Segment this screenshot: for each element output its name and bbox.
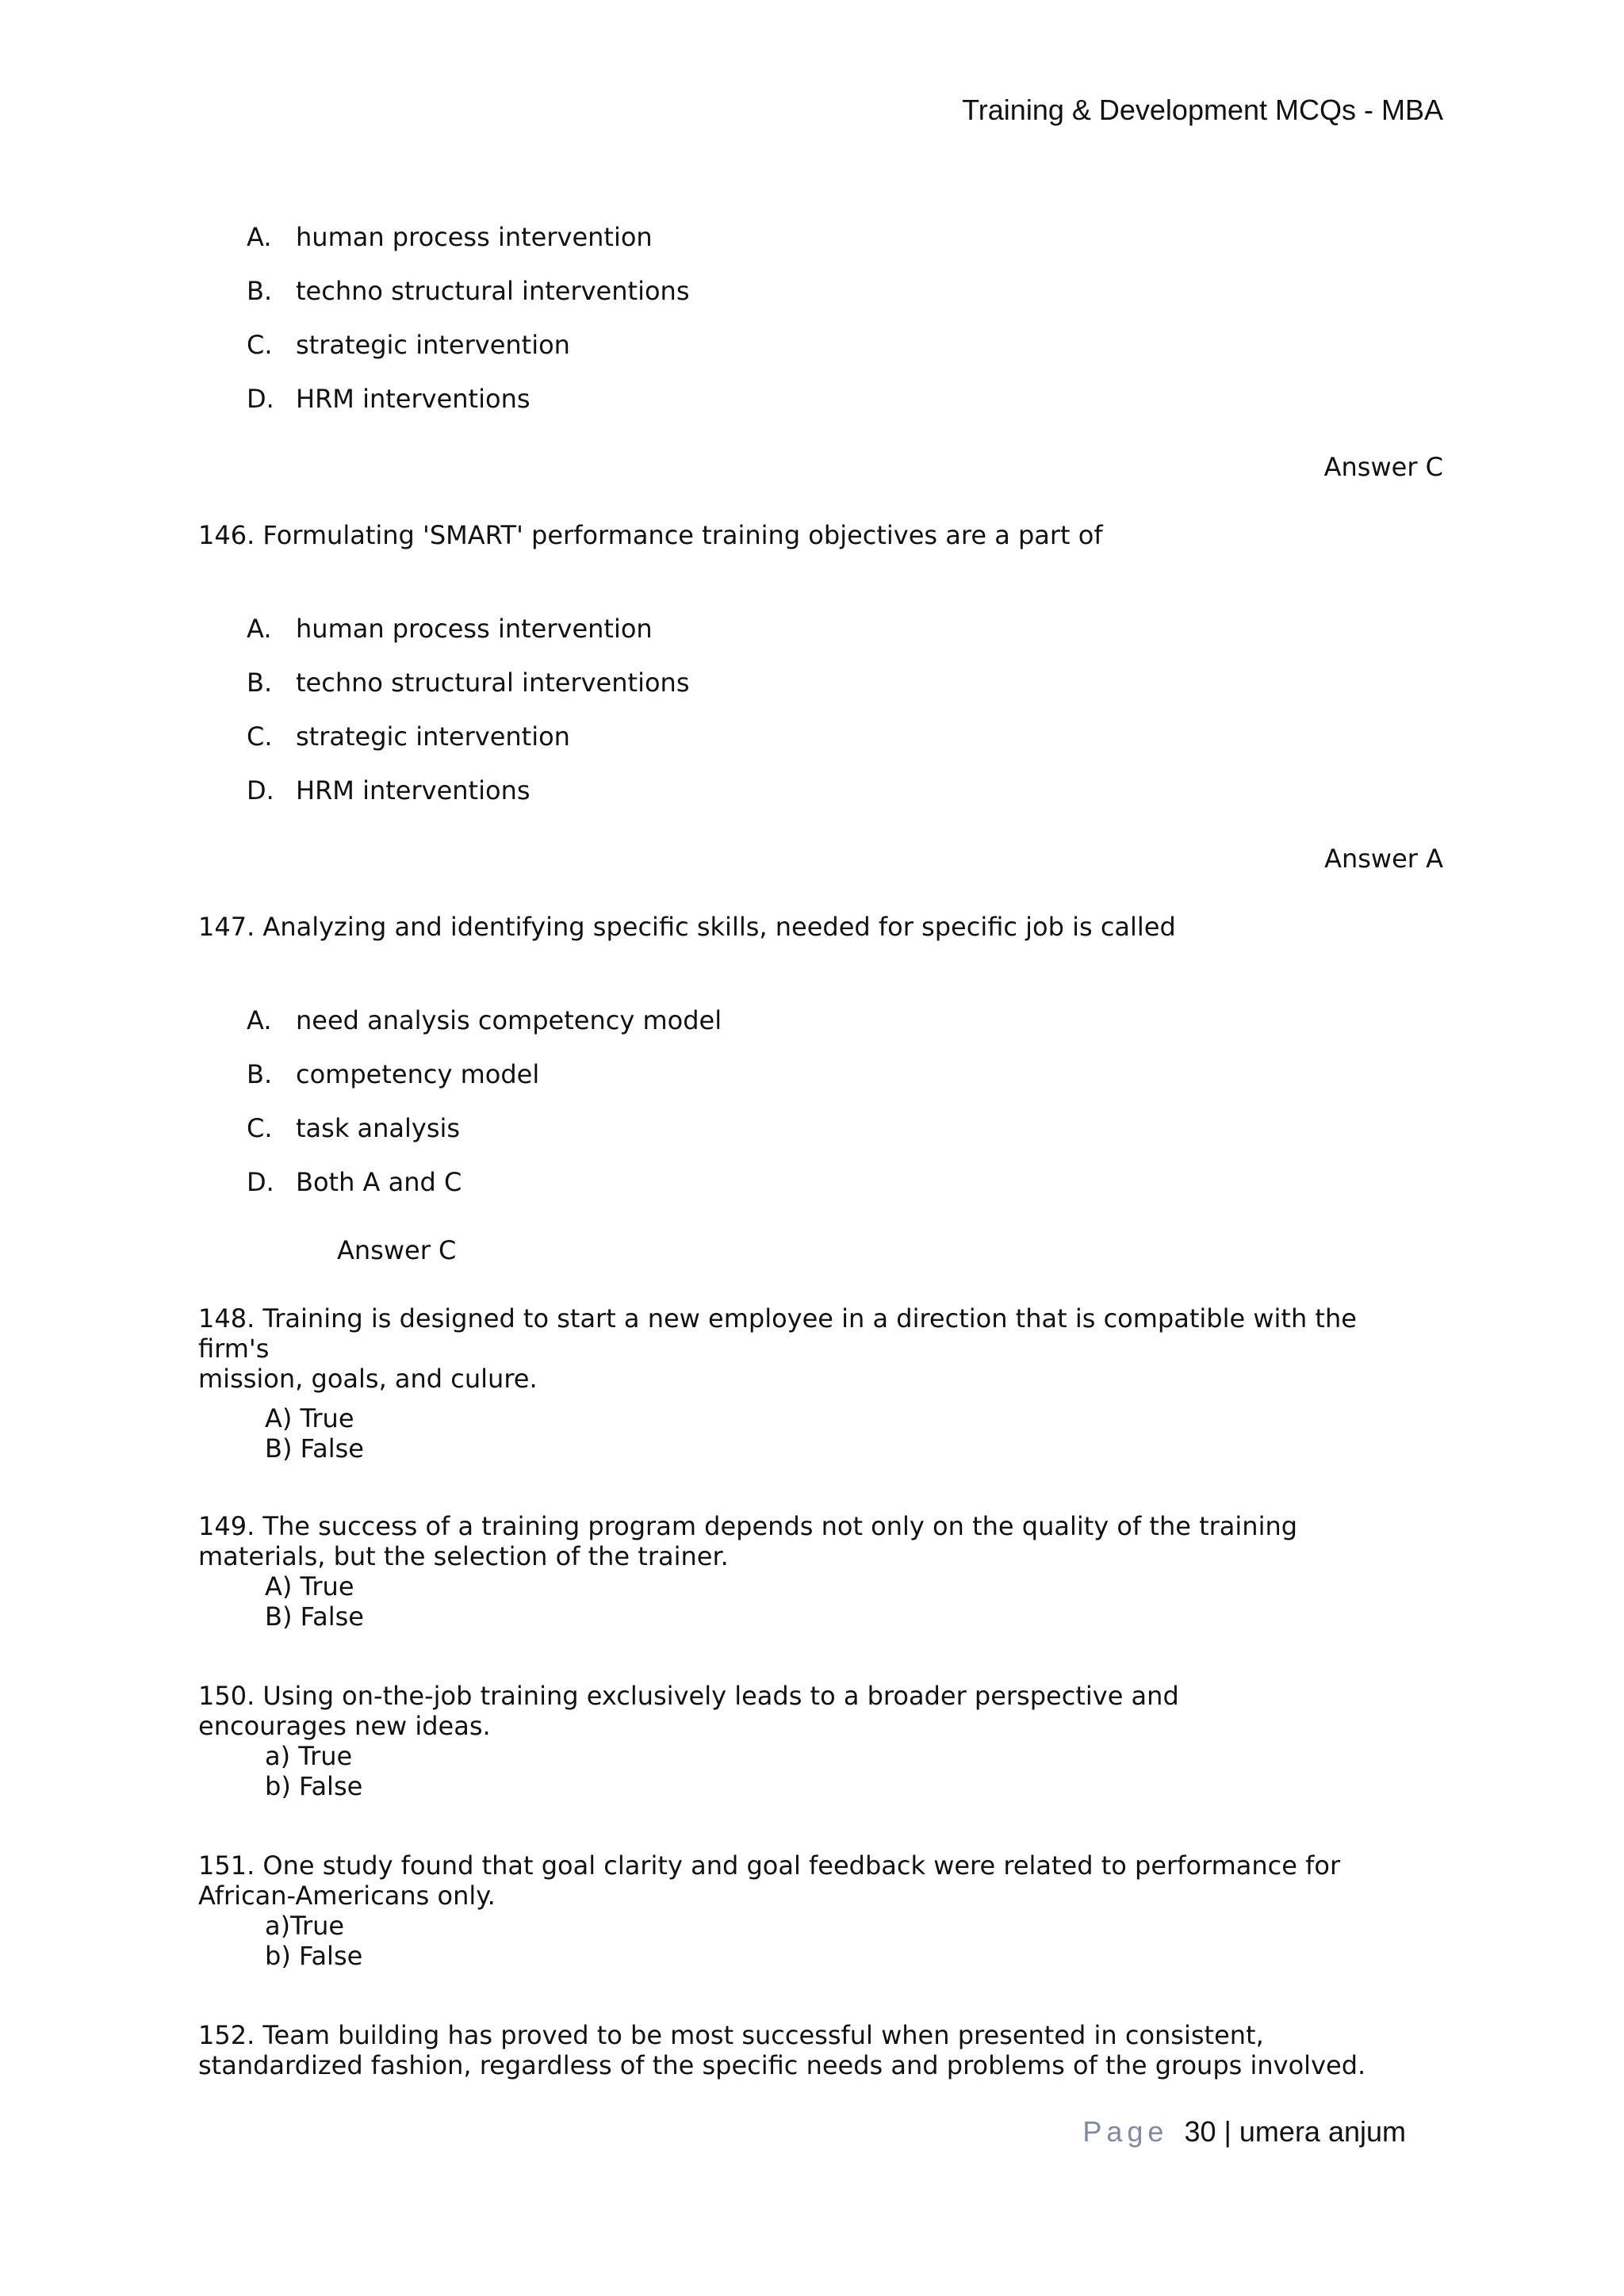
q146-question: 146. Formulating 'SMART' performance training objectives are a part of (198, 520, 1103, 550)
page-number: 30 (1184, 2115, 1216, 2148)
page-footer (1082, 2115, 1406, 2149)
author-name: umera anjum (1239, 2115, 1406, 2148)
q152-question (198, 2020, 1435, 2080)
q145-answer: Answer C (1323, 452, 1443, 482)
option-b: B. techno structural interventions (247, 276, 690, 306)
question-line: 148. Training is designed to start a new employee in a direction that is compatible with the firm's (198, 1303, 1357, 1364)
option-false: b) False (265, 1771, 363, 1801)
option-a: A. human process intervention (247, 222, 653, 252)
page-header: Training & Development MCQs - MBA (962, 94, 1443, 126)
question-line: African-Americans only. (198, 1881, 496, 1911)
option-b: B. techno structural interventions (247, 668, 690, 698)
q148-question (198, 1303, 1435, 1394)
question-line: encourages new ideas. (198, 1711, 491, 1741)
option-c: C. strategic intervention (247, 330, 570, 360)
footer-separator: | (1224, 2115, 1231, 2148)
q148-options (265, 1403, 364, 1464)
q147-question: 147. Analyzing and identifying specific skills, needed for specific job is called (198, 912, 1176, 942)
q146-answer: Answer A (1324, 844, 1443, 874)
question-line: 150. Using on-the-job training exclusively leads to a broader perspective and (198, 1681, 1179, 1711)
question-line: 151. One study found that goal clarity and goal feedback were related to performance for (198, 1850, 1341, 1881)
option-c: C. strategic intervention (247, 721, 570, 752)
option-true: A) True (265, 1403, 354, 1433)
option-true: A) True (265, 1571, 354, 1601)
option-true: a)True (265, 1911, 345, 1941)
question-line: materials, but the selection of the trainer. (198, 1541, 729, 1571)
q149-question (198, 1511, 1435, 1571)
q150-question (198, 1681, 1435, 1741)
option-false: B) False (265, 1433, 364, 1464)
option-false: b) False (265, 1941, 363, 1971)
option-b: B. competency model (247, 1059, 540, 1089)
question-line: 149. The success of a training program depends not only on the quality of the training (198, 1511, 1298, 1541)
option-d: D. HRM interventions (247, 384, 530, 414)
option-c: C. task analysis (247, 1113, 461, 1143)
q149-options (265, 1571, 364, 1632)
q151-options (265, 1911, 362, 1971)
question-line: 152. Team building has proved to be most successful when presented in consistent, (198, 2020, 1264, 2050)
question-line: standardized fashion, regardless of the specific needs and problems of the groups involved. (198, 2050, 1366, 2080)
q150-options (265, 1741, 362, 1801)
q147-answer: Answer C (337, 1235, 457, 1265)
q151-question (198, 1850, 1435, 1911)
option-d: D. HRM interventions (247, 775, 530, 806)
option-a: A. need analysis competency model (247, 1005, 722, 1035)
option-a: A. human process intervention (247, 614, 653, 644)
option-d: D. Both A and C (247, 1167, 462, 1197)
option-false: B) False (265, 1601, 364, 1632)
page-label: Page (1082, 2115, 1169, 2148)
question-line: mission, goals, and culure. (198, 1364, 538, 1394)
option-true: a) True (265, 1741, 353, 1771)
